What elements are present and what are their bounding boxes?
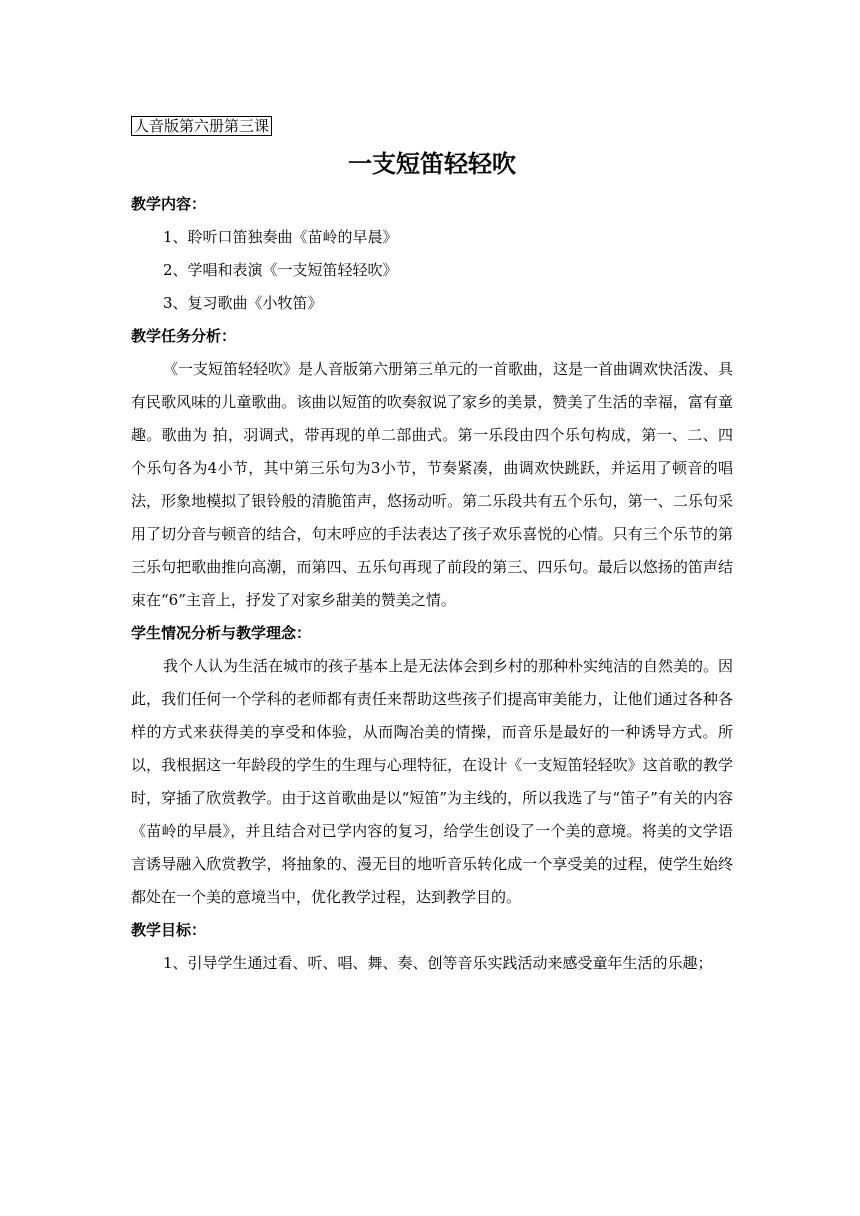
lesson-tag: 人音版第六册第三课 bbox=[131, 116, 272, 136]
body-paragraph: 我个人认为生活在城市的孩子基本上是无法体会到乡村的那种朴实纯洁的自然美的。因此，我们任何一个学科的老师都有责任来帮助这些孩子们提高审美能力，让他们通过各种各样的方式来获得美的享受和体验，从而陶冶美的情操，而音乐是最好的一种诱导方式。所以，我根据这一年龄段的学生的生理与心理特征，在设计《一支短笛轻轻吹》这首歌的教学时，穿插了欣赏教学。由于这首歌曲是以“短笛”为主线的，所以我选了与“笛子”有关的内容《苗岭的早晨》，并且结合对已学内容的复习，给学生创设了一个美的意境。将美的文学语言诱导融入欣赏教学，将抽象的、漫无目的地听音乐转化成一个享受美的过程，使学生始终都处在一个美的意境当中，优化教学过程，达到教学目的。 bbox=[131, 657, 734, 906]
list-item: 2、学唱和表演《一支短笛轻轻吹》 bbox=[163, 261, 398, 279]
section-teaching-goals bbox=[131, 914, 733, 980]
section-heading: 教学内容： bbox=[131, 195, 207, 213]
body-paragraph: 1、引导学生通过看、听、唱、舞、奏、创等音乐实践活动来感受童年生活的乐趣； bbox=[163, 954, 713, 972]
list-item: 3、复习歌曲《小牧笛》 bbox=[163, 294, 323, 312]
section-student-analysis bbox=[131, 617, 733, 914]
section-heading: 学生情况分析与教学理念： bbox=[131, 624, 312, 642]
section-task-analysis bbox=[131, 320, 733, 617]
document-title: 一支短笛轻轻吹 bbox=[348, 150, 516, 178]
body-paragraph: 《一支短笛轻轻吹》是人音版第六册第三单元的一首歌曲，这是一首曲调欢快活泼、具有民歌风味的儿童歌曲。该曲以短笛的吹奏叙说了家乡的美景，赞美了生活的幸福，富有童趣。歌曲为 拍，羽调式，带再现的单二部曲式。第一乐段由四个乐句构成，第一、二、四个乐句各为4小节，其中第三乐句为3小节，节奏紧凑，曲调欢快跳跃，并运用了顿音的唱法，形象地模拟了银铃般的清脆笛声，悠扬动听。第二乐段共有五个乐句，第一、二乐句采用了切分音与顿音的结合，句末呼应的手法表达了孩子欢乐喜悦的心情。只有三个乐节的第三乐句把歌曲推向高潮，而第四、五乐句再现了前段的第三、四乐句。最后以悠扬的笛声结束在“6”主音上，抒发了对家乡甜美的赞美之情。 bbox=[131, 360, 734, 609]
document-page bbox=[131, 116, 733, 980]
section-heading: 教学目标： bbox=[131, 921, 207, 939]
section-teaching-content bbox=[131, 188, 733, 320]
list-item: 1、聆听口笛独奏曲《苗岭的早晨》 bbox=[163, 228, 398, 246]
section-heading: 教学任务分析： bbox=[131, 327, 237, 345]
